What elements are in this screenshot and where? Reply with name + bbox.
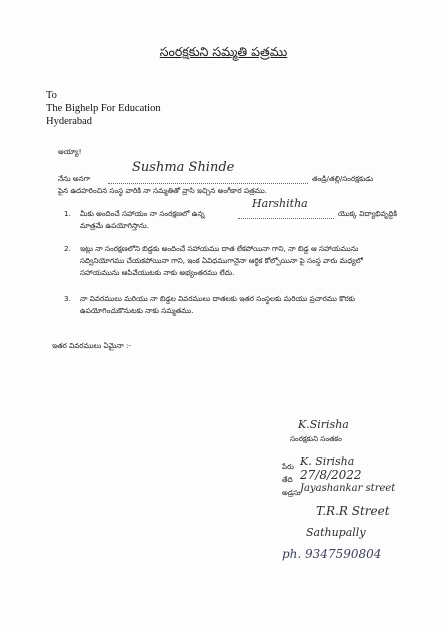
other-details-label: ఇతర వివరములు ఏమైనా :- — [52, 341, 132, 350]
signature-caption: సంరక్షకుని సంతకం — [290, 434, 342, 443]
guardian-name-handwritten: Sushma Shinde — [132, 160, 235, 175]
point-1-line-1: మీకు అందించే సహాయం నా సంరక్షణలో ఉన్న — [80, 209, 205, 218]
point-2-number: 2. — [64, 244, 71, 253]
child-name-line — [238, 209, 334, 219]
address-line-3: Sathupally — [306, 526, 366, 539]
organization-name: The Bighelp For Education — [46, 103, 161, 114]
guardian-signature: K.Sirisha — [298, 418, 349, 431]
name-label: పేరు — [282, 462, 294, 471]
salutation: అయ్యా! — [58, 147, 82, 156]
date-value: 27/8/2022 — [300, 468, 362, 482]
organization-city: Hyderabad — [46, 116, 93, 127]
point-3-number: 3. — [64, 294, 71, 303]
point-1-number: 1. — [64, 209, 71, 218]
guardian-name-line — [108, 174, 308, 184]
address-line-2: T.R.R Street — [316, 504, 390, 518]
point-1-line-2: మాత్రమే ఉపయోగిస్తాను. — [80, 221, 149, 230]
phone-number: ph. 9347590804 — [282, 547, 382, 561]
to-label: To — [46, 90, 57, 101]
point-3-line-1: నా వివరములు మరియు నా బిడ్డల వివరములు దాతలకు ఇతర సంస్థలకు మరియు ప్రచారము కొరకు — [80, 294, 355, 303]
intro-prefix: నేను అనగా — [58, 174, 91, 183]
address-line-1: Jayashankar street — [300, 483, 396, 494]
child-name-handwritten: Harshitha — [252, 197, 308, 210]
point-2-line-1: ఇట్లు నా సంరక్షణలోని బిడ్డకు అందించే సహాయము దాత లేకపోయినా గాని, నా బిడ్డ ఆ సహాయమును — [80, 244, 359, 253]
date-label: తేది — [282, 475, 293, 484]
point-2-line-3: సహాయమును ఆపివేయుటకు నాకు అభ్యంతరము లేదు. — [80, 268, 235, 277]
address-label: అడ్రసు — [282, 488, 301, 497]
relation-options: తండ్రి/తల్లి/సంరక్షకుడు — [312, 174, 374, 183]
intro-line-2: పైన ఉదహరించిన సంస్థ వారికి నా సమ్మతితో వ్రాసి ఇచ్చిన అంగీకార పత్రము. — [58, 186, 268, 195]
name-value: K. Sirisha — [300, 455, 355, 468]
page-title: సంరక్షకుని సమ్మతి పత్రము — [159, 44, 288, 59]
point-3-line-2: ఉపయోగించుకొనుటకు నాకు సమ్మతము. — [80, 306, 194, 315]
point-1-line-1-suffix: యొక్క విద్యాభివృద్ధికి — [338, 209, 398, 218]
point-2-line-2: సద్వినియోగము చేయకపోయినా గాని, ఇంక ఏవిధముగానైనా ఆర్థిక కోల్పోయినా పై సంస్థ వారు మధ్యలో — [80, 256, 363, 265]
